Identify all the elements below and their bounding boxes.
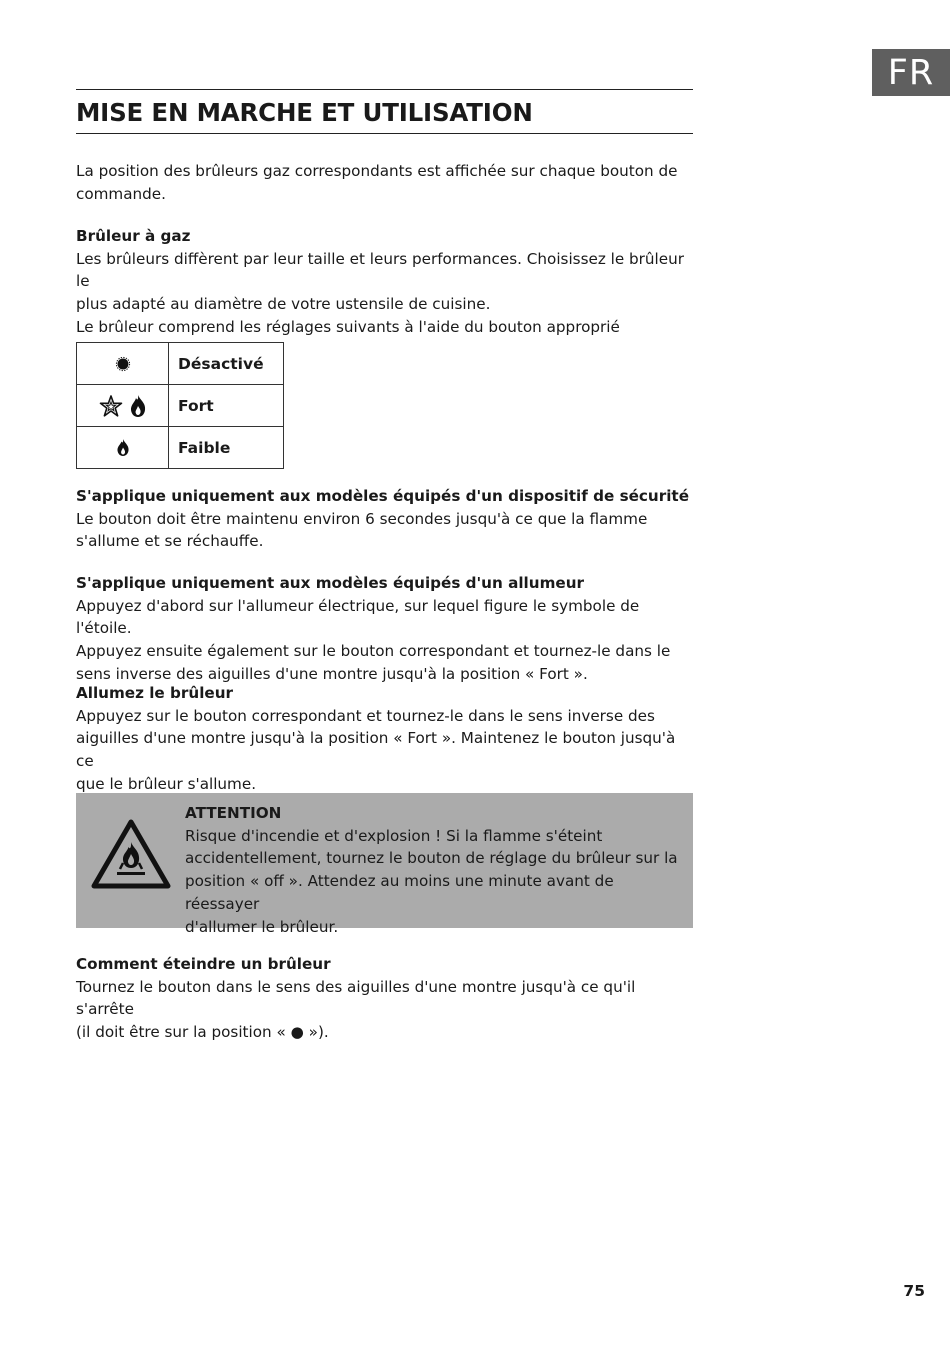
fire-warning-icon xyxy=(90,818,172,890)
igniter-line: Appuyez d'abord sur l'allumeur électrique, sur lequel figure le symbole de l'étoile. xyxy=(76,596,640,638)
setting-label: Désactivé xyxy=(169,343,284,385)
light-burner-line: Appuyez sur le bouton correspondant et tournez-le dans le sens inverse des xyxy=(76,706,655,725)
off-dot-icon xyxy=(115,356,131,372)
light-burner-heading: Allumez le brûleur xyxy=(76,684,234,702)
intro-paragraph xyxy=(76,160,696,205)
table-row xyxy=(77,427,284,469)
language-tab: FR xyxy=(872,49,950,96)
warning-text xyxy=(185,802,690,938)
setting-label: Fort xyxy=(169,385,284,427)
turn-off-section xyxy=(76,953,696,1044)
safety-line: Le bouton doit être maintenu environ 6 secondes jusqu'à ce que la flamme xyxy=(76,509,648,528)
safety-heading: S'applique uniquement aux modèles équipés d'un dispositif de sécurité xyxy=(76,487,689,505)
igniter-line: Appuyez ensuite également sur le bouton correspondant et tournez-le dans le xyxy=(76,642,671,661)
safety-section xyxy=(76,485,696,553)
safety-line: s'allume et se réchauffe. xyxy=(76,532,264,551)
settings-table xyxy=(76,342,284,469)
turn-off-line: (il doit être sur la position « ● »). xyxy=(76,1023,329,1042)
gas-burner-heading: Brûleur à gaz xyxy=(76,227,191,245)
gas-burner-section xyxy=(76,225,696,339)
igniter-line: sens inverse des aiguilles d'une montre jusqu'à la position « Fort ». xyxy=(76,664,588,683)
igniter-heading: S'applique uniquement aux modèles équipés d'un allumeur xyxy=(76,574,584,592)
igniter-section xyxy=(76,572,696,686)
table-row xyxy=(77,385,284,427)
star-icon xyxy=(99,395,123,417)
symbol-cell xyxy=(77,385,169,427)
gas-burner-line: Les brûleurs diffèrent par leur taille et leurs performances. Choisissez le brûleur le xyxy=(76,249,684,291)
setting-label: Faible xyxy=(169,427,284,469)
intro-line: commande. xyxy=(76,184,166,203)
light-burner-line: que le brûleur s'allume. xyxy=(76,774,257,793)
warning-line: position « off ». Attendez au moins une minute avant de réessayer xyxy=(185,872,614,913)
turn-off-heading: Comment éteindre un brûleur xyxy=(76,955,331,973)
page-number: 75 xyxy=(903,1282,925,1300)
section-title-block xyxy=(76,89,693,134)
warning-line: Risque d'incendie et d'explosion ! Si la flamme s'éteint xyxy=(185,826,603,845)
symbol-cell xyxy=(77,427,169,469)
warning-box xyxy=(76,793,693,936)
intro-line: La position des brûleurs gaz correspondants est affichée sur chaque bouton de xyxy=(76,162,678,180)
turn-off-line: Tournez le bouton dans le sens des aiguilles d'une montre jusqu'à ce qu'il s'arrête xyxy=(76,977,636,1019)
light-burner-line: aiguilles d'une montre jusqu'à la position « Fort ». Maintenez le bouton jusqu'à ce xyxy=(76,729,676,771)
large-flame-icon xyxy=(129,394,147,418)
table-row xyxy=(77,343,284,385)
warning-heading: ATTENTION xyxy=(185,804,282,822)
page-title: MISE EN MARCHE ET UTILISATION xyxy=(76,98,533,127)
gas-burner-line: Le brûleur comprend les réglages suivants à l'aide du bouton approprié xyxy=(76,317,620,336)
gas-burner-line: plus adapté au diamètre de votre ustensile de cuisine. xyxy=(76,295,491,314)
warning-line: accidentellement, tournez le bouton de réglage du brûleur sur la xyxy=(185,849,678,868)
symbol-cell xyxy=(77,343,169,385)
warning-line: d'allumer le brûleur. xyxy=(185,917,339,936)
small-flame-icon xyxy=(116,438,130,457)
light-burner-section xyxy=(76,682,696,796)
